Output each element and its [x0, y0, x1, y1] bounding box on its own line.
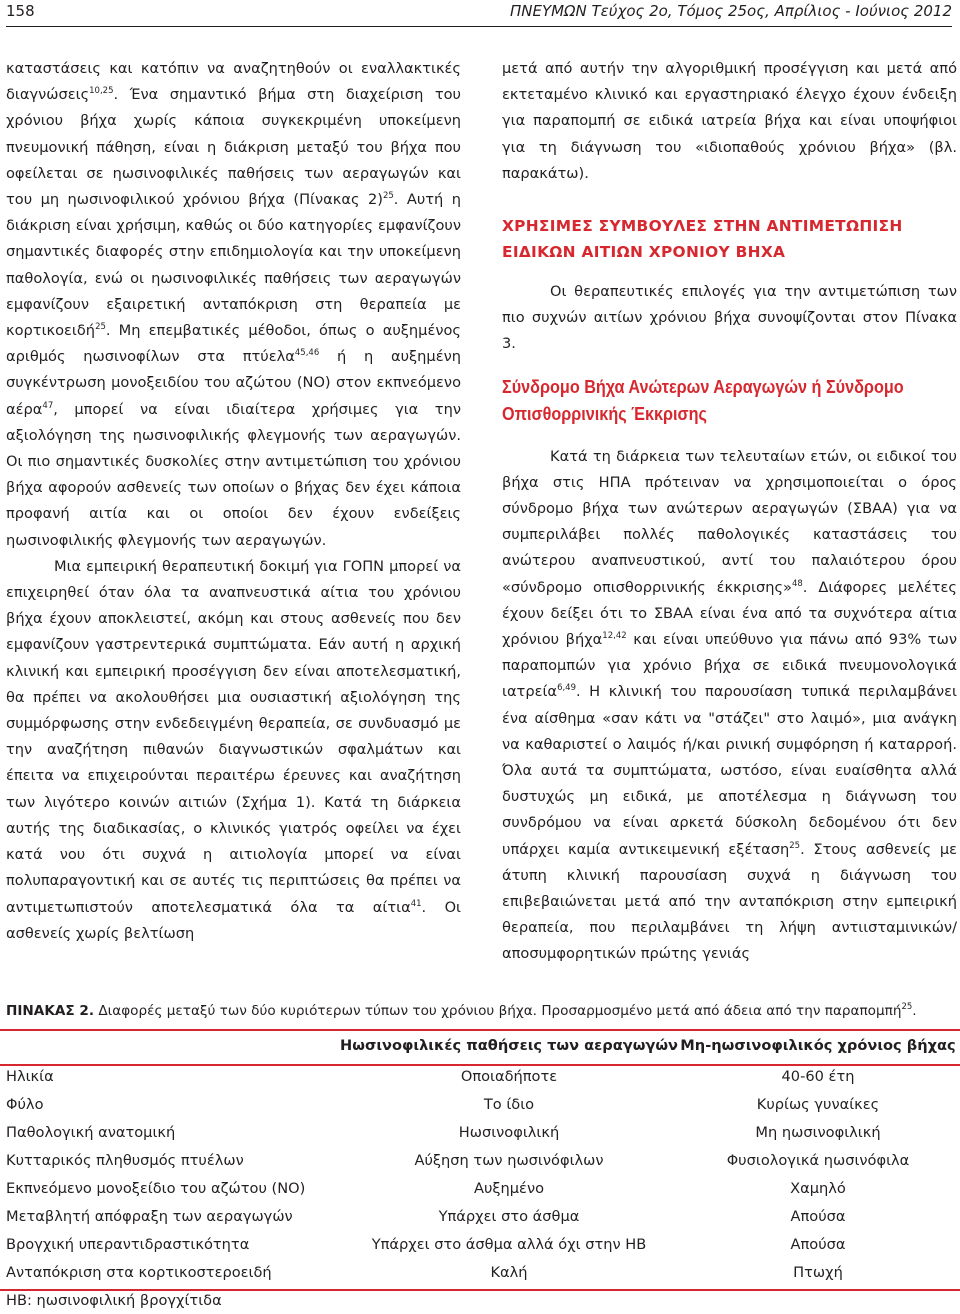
right-paragraph-3: Κατά τη διάρκεια των τελευταίων ετών, οι ειδικοί του βήχα στις ΗΠΑ πρότειναν να χρησιμοποιείται ο όρος σύνδρομο βήχα των ανώτερων αεραγωγών (ΣΒΑΑ) για να συμπεριλάβει πολλές παθολογικές καταστάσεις του ανώτερου αναπνευστικού, αντί του παλαιότερου όρου «σύνδρομο οπισθορρινικής έκκρισης»$^{48}$. Διάφορες μελέτες έχουν δείξει ότι το ΣΒΑΑ είναι ένα από τα συχνότερα αίτια χρόνιου βήχα$^{12,42}$ και είναι υπεύθυνο για πάνω από 93% των παραπομπών για χρόνιο βήχα σε ειδικά πνευμονολογικά ιατρεία$^{6,49}$. Η κλινική του παρουσίαση τυπικά περιλαμβάνει ένα αίσθημα «σαν κάτι να "στάζει" στο λαιμό», μια ανάγκη να καθαριστεί ο λαιμός ή/και ρινική συμφόρηση ή καταρροή. Όλα αυτά τα συμπτώματα, ωστόσο, είναι ευαίσθητα αλλά δυστυχώς μη ειδικά, με αποτέλεσμα η διάγνωση του συνδρόμου να είναι αρκετά δύσκολη δεδομένου ότι δεν υπάρχει καμία αντικειμενική εξέταση$^{25}$. Στους ασθενείς με άτυπη κλινική παρουσίαση συχνά η διάγνωση του επιβεβαιώνεται μετά από την ανταπόκριση στην εμπειρική θεραπεία, που περιλαμβάνει τη λήψη αντιισταμινικών/αποσυμφορητικών πρώτης γενιάς: [502, 447, 957, 963]
table-cell: Πτωχή: [793, 1264, 843, 1281]
citation: 6,49: [557, 683, 576, 694]
header-divider: [6, 26, 952, 27]
column-header: Μη-ηωσινοφιλικός χρόνιος βήχας: [680, 1037, 956, 1054]
right-column: [502, 56, 957, 968]
table-cell: Ηλικία: [6, 1068, 54, 1085]
table-cell: Απούσα: [790, 1236, 846, 1253]
table-cell: Φυσιολογικά ηωσινόφιλα: [726, 1152, 910, 1169]
table-cell: Αυξημένο: [473, 1180, 545, 1197]
table-cell: Οποιαδήποτε: [460, 1068, 558, 1085]
table-row: [0, 1232, 960, 1260]
table-cell: Κυρίως γυναίκες: [756, 1096, 880, 1113]
citation: 12,42: [602, 631, 627, 642]
table-cell: Βρογχική υπεραντιδραστικότητα: [6, 1236, 250, 1253]
table-cell: Ηωσινοφιλική: [458, 1124, 560, 1141]
table-bottom-rule: [0, 1289, 960, 1291]
table-cell: Αύξηση των ηωσινόφιλων: [414, 1152, 604, 1169]
section-heading: ΧΡΗΣΙΜΕΣ ΣΥΜΒΟΥΛΕΣ ΣΤΗΝ ΑΝΤΙΜΕΤΩΠΙΣΗ ΕΙΔΙΚΩΝ ΑΙΤΙΩΝ ΧΡΟΝΙΟΥ ΒΗΧΑ: [502, 217, 903, 262]
table-cell: Υπάρχει στο άσθμα αλλά όχι στην ΗΒ: [371, 1236, 647, 1253]
table-row: [0, 1092, 960, 1120]
table-cell: Το ίδιο: [483, 1096, 535, 1113]
citation: 48: [791, 578, 803, 589]
table-header-row: [0, 1033, 960, 1061]
right-paragraph-2: Οι θεραπευτικές επιλογές για την αντιμετώπιση των πιο συχνών αιτίων χρόνιου βήχα συνοψίζονται στον Πίνακα 3.: [502, 283, 957, 353]
citation: 25: [901, 1002, 913, 1012]
left-column: [6, 56, 461, 947]
table-cell: 40-60 έτη: [781, 1068, 855, 1085]
table-cell: Υπάρχει στο άσθμα: [438, 1208, 580, 1225]
citation: 25: [382, 191, 394, 202]
table-cell: Καλή: [490, 1264, 528, 1281]
citation: 41: [410, 898, 422, 909]
left-paragraph-2: Μια εμπειρική θεραπευτική δοκιμή για ΓΟΠΝ μπορεί να επιχειρηθεί όταν όλα τα αναπνευστικά αίτια του χρόνιου βήχα έχουν αποκλειστεί, ακόμη και στους ασθενείς που δεν εμφανίζουν γαστρεντερικά συμπτώματα. Εάν αυτή η αρχική κλινική και εμπειρική προσέγγιση δεν είναι αποτελεσματική, θα πρέπει να ακολουθήσει μια ουσιαστική αξιολόγηση της συμμόρφωσης στην ενδεδειγμένη θεραπεία, σε συνδυασμό με την αναζήτηση πιθανών διαγνωστικών σφαλμάτων και έπειτα να επιχειρούνται περαιτέρω έρευνες και αναζήτηση των λιγότερο κοινών αιτιών (Σχήμα 1). Κατά τη διάρκεια αυτής της διαδικασίας, ο κλινικός γιατρός οφείλει να έχει κατά νου ότι συχνά η αιτιολογία μπορεί να είναι πολυπαραγοντική και σε αυτές τις περιπτώσεις θα πρέπει να αντιμετωπιστούν αποτελεσματικά όλα τα αίτια$^{41}$. Οι ασθενείς χωρίς βελτίωση: [6, 557, 461, 942]
table-row: [0, 1148, 960, 1176]
table-row: [0, 1064, 960, 1092]
table-cell: Εκπνεόμενο μονοξείδιο του αζώτου (NO): [6, 1180, 306, 1197]
citation: 45,46: [294, 348, 320, 359]
table-label: ΠΙΝΑΚΑΣ 2.: [6, 1003, 95, 1019]
citation: 25: [789, 840, 801, 851]
right-paragraph-1: μετά από αυτήν την αλγοριθμική προσέγγιση και μετά από εκτεταμένο κλινικό και εργαστηριακό έλεγχο έχουν ένδειξη για παραπομπή σε ειδικά ιατρεία βήχα και είναι υποψήφιοι για τη διάγνωση του «ιδιοπαθούς χρόνιου βήχα» (βλ. παρακάτω).: [502, 60, 957, 182]
table-top-rule: [0, 1029, 960, 1031]
table-cell: Παθολογική ανατομική: [6, 1124, 176, 1141]
page-number: 158: [6, 2, 35, 20]
table-cell: Χαμηλό: [790, 1180, 846, 1197]
citation: 47: [42, 400, 54, 411]
table-cell: Φύλο: [6, 1096, 44, 1113]
table-cell: Κυτταρικός πληθυσμός πτυέλων: [6, 1152, 244, 1169]
column-header: Ηωσινοφιλικές παθήσεις των αεραγωγών: [340, 1037, 678, 1054]
subsection-heading: Σύνδρομο Βήχα Ανώτερων Αεραγωγών ή Σύνδρομο Οπισθορρινικής Έκκρισης: [502, 376, 904, 424]
table-row: [0, 1120, 960, 1148]
page-header: [6, 2, 952, 26]
table-cell: Απούσα: [790, 1208, 846, 1225]
table-row: [0, 1176, 960, 1204]
citation: 10,25: [89, 86, 114, 97]
table-caption: ΠΙΝΑΚΑΣ 2. Διαφορές μεταξύ των δύο κυριότερων τύπων του χρόνιου βήχα. Προσαρμοσμένο μετά από άδεια από την παραπομπή$^{25}$.: [6, 1002, 917, 1019]
table-cell: Ανταπόκριση στα κορτικοστεροειδή: [6, 1264, 272, 1281]
journal-title: ΠΝΕΥΜΩΝ Τεύχος 2ο, Τόμος 25ος, Απρίλιος - Ιούνιος 2012: [509, 2, 952, 20]
table-cell: Μη ηωσινοφιλική: [755, 1124, 881, 1141]
table-footnote: ΗΒ: ηωσινοφιλική βρογχίτιδα: [6, 1292, 222, 1309]
table-row: [0, 1260, 960, 1288]
left-paragraph-1: καταστάσεις και κατόπιν να αναζητηθούν οι εναλλακτικές διαγνώσεις$^{10,25}$. Ένα σημαντικό βήμα στη διαχείριση του χρόνιου βήχα χωρίς κάποια συγκεκριμένη υποκείμενη πνευμονική πάθηση, είναι η διάκριση μεταξύ του βήχα που οφείλεται σε ηωσινοφιλικές παθήσεις των αεραγωγών και του μη ηωσινοφιλικού χρόνιου βήχα (Πίνακας 2)$^{25}$. Αυτή η διάκριση είναι χρήσιμη, καθώς οι δύο κατηγορίες εμφανίζουν σημαντικές διαφορές στην επιδημιολογία και την υποκείμενη παθολογία, ενώ οι ηωσινοφιλικές παθήσεις των αεραγωγών εμφανίζουν εξαιρετική ανταπόκριση στη θεραπεία με κορτικοειδή$^{25}$. Μη επεμβατικές μέθοδοι, όπως ο αυξημένος αριθμός ηωσινοφίλων στα πτύελα$^{45,46}$ ή η αυξημένη συγκέντρωση μονοξειδίου του αζώτου (NO) στον εκπνεόμενο αέρα$^{47}$, μπορεί να είναι ιδιαίτερα χρήσιμες για την αξιολόγηση της ηωσινοφιλικής φλεγμονής των αεραγωγών. Οι πιο σημαντικές δυσκολίες στην αντιμετώπιση του χρόνιου βήχα αφορούν ασθενείς των οποίων ο βήχας δεν έχει κάποια προφανή αιτία και οι οποίοι δεν έχουν ενδείξεις ηωσινοφιλικής φλεγμονής των αεραγωγών.: [6, 60, 461, 549]
citation: 25: [95, 322, 106, 333]
table-row: [0, 1204, 960, 1232]
table-cell: Μεταβλητή απόφραξη των αεραγωγών: [6, 1208, 293, 1225]
